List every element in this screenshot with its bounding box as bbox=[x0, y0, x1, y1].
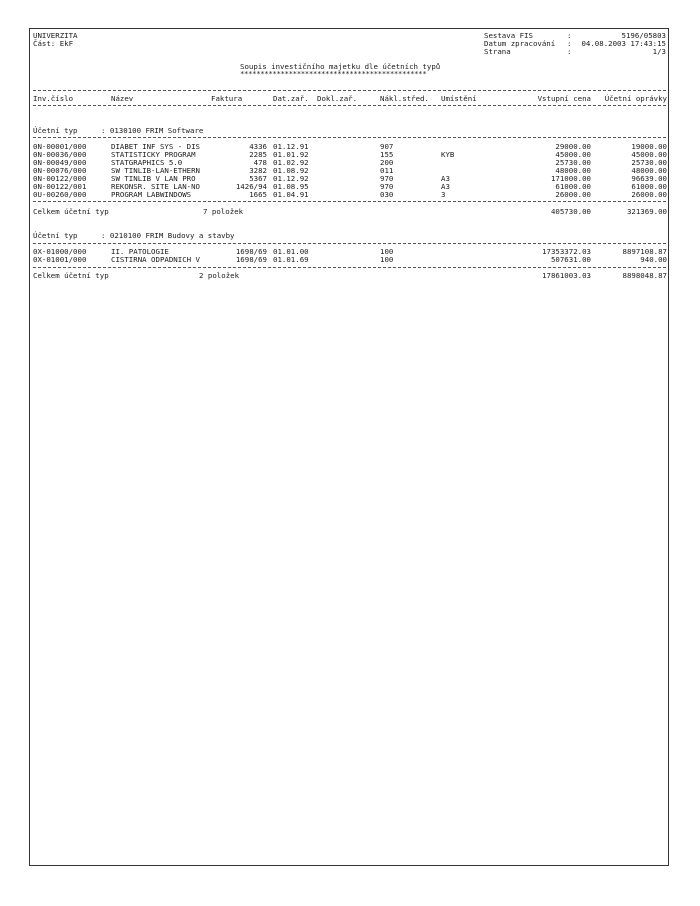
group-code: : 0210100 FRIM Budovy a stavby bbox=[101, 231, 235, 240]
report-title: Soupis investičního majetku dle účetních typů bbox=[240, 62, 441, 71]
cell-price: 26000.00 bbox=[555, 190, 591, 199]
cell-date: 01.01.69 bbox=[273, 255, 309, 264]
cell-inv: 0N-00001/000 bbox=[33, 142, 87, 151]
group-total-label: Celkem účetní typ bbox=[33, 207, 109, 216]
cell-invoice: 5367 bbox=[249, 174, 267, 183]
cell-date: 01.12.92 bbox=[273, 174, 309, 183]
cell-name: PROGRAM LABWINDOWS bbox=[111, 190, 192, 199]
header-rule-top bbox=[33, 90, 666, 91]
cell-center: 970 bbox=[380, 174, 394, 183]
cell-price: 25730.00 bbox=[555, 158, 591, 167]
cell-date: 01.01.00 bbox=[273, 247, 309, 256]
cell-price: 45000.00 bbox=[555, 150, 591, 159]
cell-price: 17353372.03 bbox=[542, 247, 591, 256]
cell-center: 100 bbox=[380, 255, 394, 264]
cell-invoice: 1665 bbox=[249, 190, 267, 199]
cell-inv: 0N-00122/001 bbox=[33, 182, 87, 191]
cell-inv: 0U-00260/000 bbox=[33, 190, 87, 199]
cell-depr: 48000.00 bbox=[631, 166, 667, 175]
cell-inv: 0N-00122/000 bbox=[33, 174, 87, 183]
cell-name: REKONSR. SITE LAN-NO bbox=[111, 182, 200, 191]
cell-inv: 0X-01001/000 bbox=[33, 255, 87, 264]
col-price: Vstupní cena bbox=[537, 94, 591, 103]
col-date: Dat.zař. bbox=[273, 94, 309, 103]
group-label: Účetní typ bbox=[33, 126, 78, 135]
cell-inv: 0N-00049/000 bbox=[33, 158, 87, 167]
report-label: Sestava FIS bbox=[484, 31, 533, 40]
cell-invoice: 1698/69 bbox=[235, 247, 267, 256]
cell-location: 3 bbox=[441, 190, 446, 199]
report-sep: : bbox=[567, 31, 572, 40]
cell-location: A3 bbox=[441, 182, 450, 191]
page-number: 1/3 bbox=[652, 47, 666, 56]
group-total-price: 405730.00 bbox=[550, 207, 591, 216]
cell-date: 01.04.91 bbox=[273, 190, 309, 199]
cell-invoice: 1426/94 bbox=[235, 182, 267, 191]
cell-name: SW TINLIB V LAN PRO bbox=[111, 174, 196, 183]
cell-depr: 45000.00 bbox=[631, 150, 667, 159]
cell-invoice: 2285 bbox=[249, 150, 267, 159]
cell-center: 907 bbox=[380, 142, 394, 151]
col-depr: Účetní oprávky bbox=[604, 94, 667, 103]
cell-depr: 19000.00 bbox=[631, 142, 667, 151]
group-rule bbox=[33, 243, 666, 244]
col-inv: Inv.číslo bbox=[33, 94, 74, 103]
cell-name: DIABET INF SYS - DIS bbox=[111, 142, 200, 151]
cell-date: 01.08.92 bbox=[273, 166, 309, 175]
cell-date: 01.02.92 bbox=[273, 158, 309, 167]
cell-depr: 8897108.87 bbox=[622, 247, 667, 256]
cell-invoice: 4336 bbox=[249, 142, 267, 151]
col-invoice: Faktura bbox=[211, 94, 243, 103]
cell-depr: 25730.00 bbox=[631, 158, 667, 167]
group-label: Účetní typ bbox=[33, 231, 78, 240]
group-total-count: 2 položek bbox=[199, 271, 240, 280]
group-total-price: 17861003.03 bbox=[542, 271, 591, 280]
cell-inv: 0N-00036/000 bbox=[33, 150, 87, 159]
group-total-depr: 321369.00 bbox=[626, 207, 667, 216]
cell-location: A3 bbox=[441, 174, 450, 183]
cell-name: STATISTICKY PROGRAM bbox=[111, 150, 196, 159]
report-number: 5196/05803 bbox=[621, 31, 666, 40]
cell-location: KYB bbox=[441, 150, 455, 159]
cell-depr: 61000.00 bbox=[631, 182, 667, 191]
cell-invoice: 3282 bbox=[249, 166, 267, 175]
cell-center: 030 bbox=[380, 190, 394, 199]
cell-inv: 0N-00076/000 bbox=[33, 166, 87, 175]
total-rule bbox=[33, 201, 666, 202]
table-row bbox=[30, 256, 670, 264]
table-row bbox=[30, 191, 670, 199]
processing-date: 04.08.2003 17:43:15 bbox=[581, 39, 666, 48]
cell-price: 507631.00 bbox=[550, 255, 591, 264]
cell-center: 970 bbox=[380, 182, 394, 191]
group-code: : 0130100 FRIM Software bbox=[101, 126, 204, 135]
page-sep: : bbox=[567, 47, 572, 56]
col-doc: Dokl.zař. bbox=[317, 94, 358, 103]
cell-date: 01.12.91 bbox=[273, 142, 309, 151]
cell-name: II. PATOLOGIE bbox=[111, 247, 169, 256]
cell-name: CISTIRNA ODPADNICH V bbox=[111, 255, 200, 264]
cell-center: 200 bbox=[380, 158, 394, 167]
col-location: Umístění bbox=[441, 94, 477, 103]
group-total-label: Celkem účetní typ bbox=[33, 271, 109, 280]
date-label: Datum zpracování bbox=[484, 39, 556, 48]
cell-price: 48000.00 bbox=[555, 166, 591, 175]
org-part: Část: EkF bbox=[33, 39, 74, 48]
header-rule-bottom bbox=[33, 105, 666, 106]
cell-date: 01.08.95 bbox=[273, 182, 309, 191]
cell-invoice: 478 bbox=[253, 158, 267, 167]
cell-price: 29000.00 bbox=[555, 142, 591, 151]
total-rule bbox=[33, 267, 666, 268]
org-name: UNIVERZITA bbox=[33, 31, 78, 40]
group-total-depr: 8898048.87 bbox=[622, 271, 667, 280]
title-underline: ********************************************** bbox=[240, 69, 427, 78]
col-name: Název bbox=[111, 94, 134, 103]
group-total-count: 7 položek bbox=[203, 207, 244, 216]
cell-price: 61000.00 bbox=[555, 182, 591, 191]
cell-center: 011 bbox=[380, 166, 394, 175]
date-sep: : bbox=[567, 39, 572, 48]
cell-inv: 0X-01000/000 bbox=[33, 247, 87, 256]
cell-price: 171000.00 bbox=[550, 174, 591, 183]
col-center: Nákl.střed. bbox=[380, 94, 429, 103]
cell-center: 155 bbox=[380, 150, 394, 159]
cell-name: STATGRAPHICS 5.0 bbox=[111, 158, 183, 167]
cell-depr: 26000.00 bbox=[631, 190, 667, 199]
report-page bbox=[29, 28, 669, 866]
cell-date: 01.01.92 bbox=[273, 150, 309, 159]
cell-center: 100 bbox=[380, 247, 394, 256]
cell-depr: 96639.00 bbox=[631, 174, 667, 183]
group-rule bbox=[33, 137, 666, 138]
page-label: Strana bbox=[484, 47, 511, 56]
cell-depr: 940.00 bbox=[640, 255, 667, 264]
cell-invoice: 1698/69 bbox=[235, 255, 267, 264]
cell-name: SW TINLIB-LAN-ETHERN bbox=[111, 166, 200, 175]
